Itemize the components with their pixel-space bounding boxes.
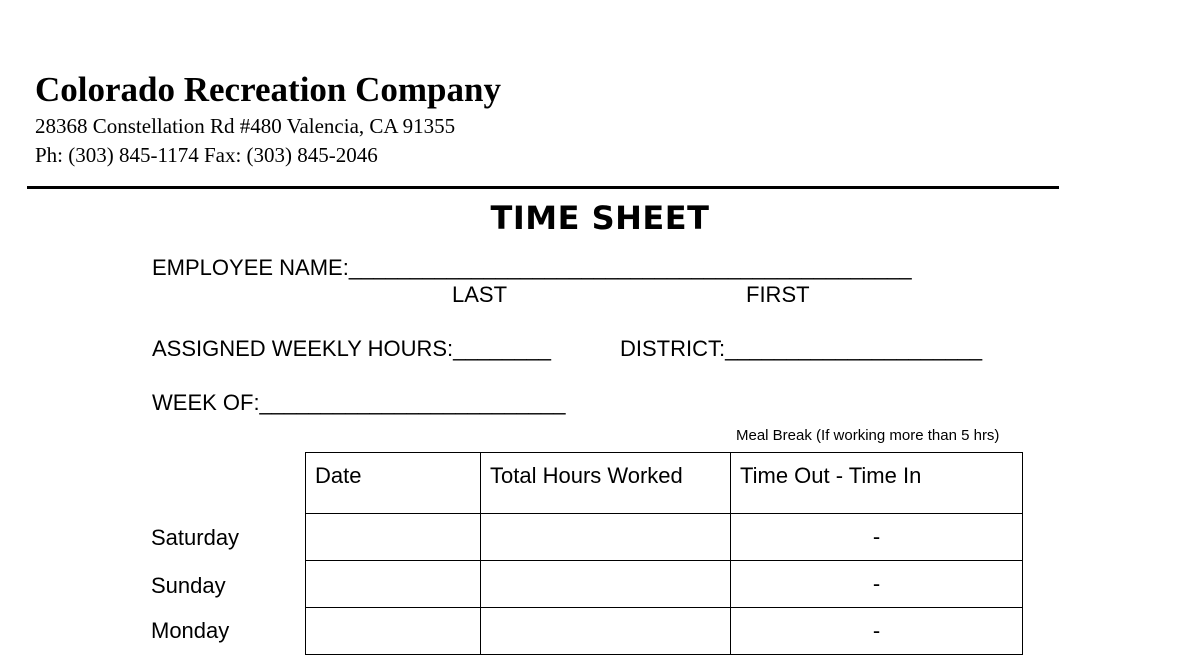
company-phone-fax: Ph: (303) 845-1174 Fax: (303) 845-2046 — [35, 143, 378, 167]
table-row — [306, 514, 1023, 561]
date-cell[interactable] — [306, 561, 481, 608]
header-divider — [27, 186, 1059, 189]
column-header-time-out-in: Time Out - Time In — [731, 453, 1023, 514]
day-label-sunday: Sunday — [151, 573, 226, 598]
meal-break-cell[interactable]: - — [731, 608, 1023, 655]
meal-break-note: Meal Break (If working more than 5 hrs) — [736, 427, 1000, 444]
assigned-weekly-hours-field[interactable]: ASSIGNED WEEKLY HOURS:________ — [152, 336, 552, 361]
column-header-date: Date — [306, 453, 481, 514]
employee-name-field[interactable]: EMPLOYEE NAME:______________________________________________ — [152, 255, 912, 280]
day-label-saturday: Saturday — [151, 525, 240, 550]
total-hours-cell[interactable] — [481, 561, 731, 608]
document-title: TIME SHEET — [490, 199, 710, 237]
column-header-total-hours: Total Hours Worked — [481, 453, 731, 514]
day-label-monday: Monday — [151, 618, 230, 643]
date-cell[interactable] — [306, 514, 481, 561]
table-row — [306, 561, 1023, 608]
last-name-label: LAST — [452, 282, 508, 307]
company-address: 28368 Constellation Rd #480 Valencia, CA 91355 — [35, 114, 456, 138]
table-row — [306, 608, 1023, 655]
meal-break-cell[interactable]: - — [731, 514, 1023, 561]
district-field[interactable]: DISTRICT:_____________________ — [620, 336, 983, 361]
meal-break-cell[interactable]: - — [731, 561, 1023, 608]
total-hours-cell[interactable] — [481, 608, 731, 655]
table-header-row — [306, 453, 1023, 514]
first-name-label: FIRST — [746, 282, 810, 307]
total-hours-cell[interactable] — [481, 514, 731, 561]
date-cell[interactable] — [306, 608, 481, 655]
week-of-field[interactable]: WEEK OF:_________________________ — [152, 390, 566, 415]
company-name: Colorado Recreation Company — [35, 70, 501, 109]
time-sheet-table — [305, 452, 1023, 655]
